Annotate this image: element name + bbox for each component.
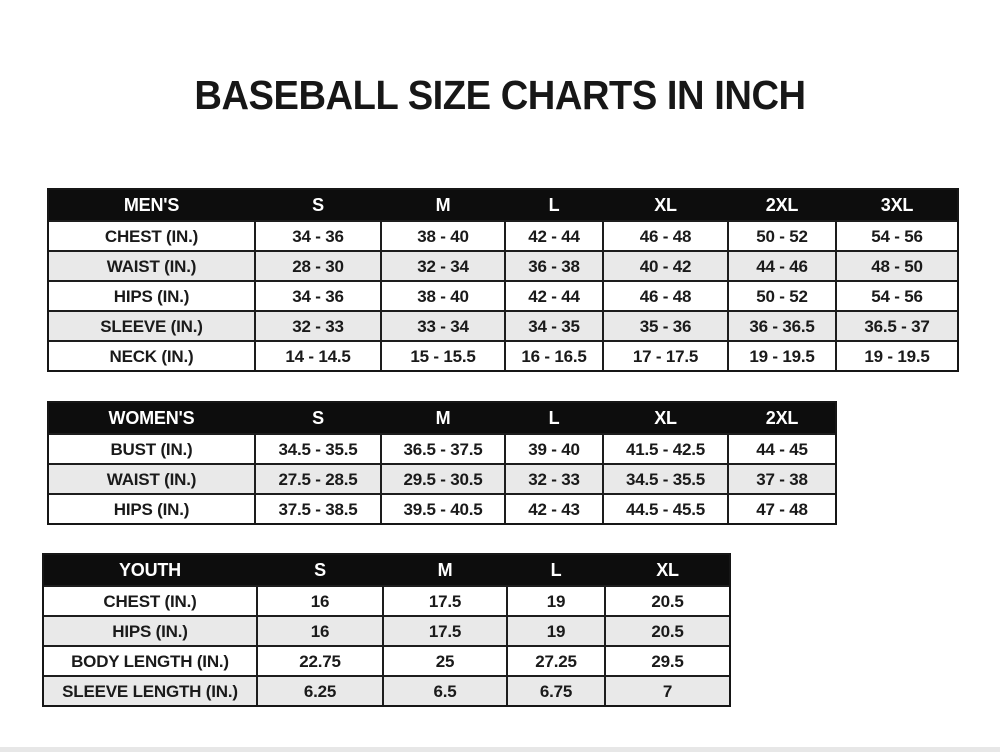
- womens-value-cell: 27.5 - 28.5: [254, 463, 380, 493]
- youth-value-cell: 29.5: [604, 645, 729, 675]
- mens-value-cell: 15 - 15.5: [380, 340, 504, 370]
- page-title: BASEBALL SIZE CHARTS IN INCH: [194, 72, 806, 118]
- mens-header-size-xl: XL: [602, 190, 727, 220]
- youth-value-cell: 17.5: [382, 615, 506, 645]
- mens-value-cell: 54 - 56: [835, 220, 957, 250]
- womens-value-cell: 39 - 40: [504, 433, 602, 463]
- mens-value-cell: 44 - 46: [727, 250, 835, 280]
- womens-header-group-label: WOMEN'S: [49, 403, 254, 433]
- womens-value-cell: 44 - 45: [727, 433, 835, 463]
- mens-value-cell: 36 - 38: [504, 250, 602, 280]
- womens-header-size-l: L: [504, 403, 602, 433]
- youth-header-size-l: L: [506, 555, 604, 585]
- mens-value-cell: 16 - 16.5: [504, 340, 602, 370]
- womens-value-cell: 36.5 - 37.5: [380, 433, 504, 463]
- womens-header-size-s: S: [254, 403, 380, 433]
- womens-value-cell: 29.5 - 30.5: [380, 463, 504, 493]
- youth-header-size-xl: XL: [604, 555, 729, 585]
- womens-value-cell: 34.5 - 35.5: [254, 433, 380, 463]
- womens-value-cell: 34.5 - 35.5: [602, 463, 727, 493]
- mens-row-label: NECK (IN.): [49, 340, 254, 370]
- scan-bottom-edge: [0, 747, 1000, 752]
- womens-header-size-2xl: 2XL: [727, 403, 835, 433]
- mens-value-cell: 38 - 40: [380, 280, 504, 310]
- youth-value-cell: 19: [506, 585, 604, 615]
- mens-header-group-label: MEN'S: [49, 190, 254, 220]
- womens-value-cell: 47 - 48: [727, 493, 835, 523]
- mens-value-cell: 42 - 44: [504, 280, 602, 310]
- youth-row-label: SLEEVE LENGTH (IN.): [44, 675, 256, 705]
- mens-header-size-3xl: 3XL: [835, 190, 957, 220]
- mens-value-cell: 46 - 48: [602, 280, 727, 310]
- youth-value-cell: 6.25: [256, 675, 382, 705]
- mens-row-label: SLEEVE (IN.): [49, 310, 254, 340]
- mens-value-cell: 33 - 34: [380, 310, 504, 340]
- womens-value-cell: 32 - 33: [504, 463, 602, 493]
- youth-value-cell: 6.5: [382, 675, 506, 705]
- youth-row-label: CHEST (IN.): [44, 585, 256, 615]
- womens-header-size-xl: XL: [602, 403, 727, 433]
- womens-row-label: WAIST (IN.): [49, 463, 254, 493]
- youth-value-cell: 20.5: [604, 585, 729, 615]
- mens-value-cell: 46 - 48: [602, 220, 727, 250]
- mens-value-cell: 34 - 36: [254, 280, 380, 310]
- youth-value-cell: 20.5: [604, 615, 729, 645]
- mens-value-cell: 48 - 50: [835, 250, 957, 280]
- mens-value-cell: 34 - 35: [504, 310, 602, 340]
- youth-value-cell: 27.25: [506, 645, 604, 675]
- youth-row-label: BODY LENGTH (IN.): [44, 645, 256, 675]
- mens-value-cell: 19 - 19.5: [727, 340, 835, 370]
- womens-size-table: [47, 401, 837, 525]
- mens-value-cell: 35 - 36: [602, 310, 727, 340]
- mens-value-cell: 14 - 14.5: [254, 340, 380, 370]
- mens-value-cell: 50 - 52: [727, 220, 835, 250]
- womens-value-cell: 37.5 - 38.5: [254, 493, 380, 523]
- youth-value-cell: 16: [256, 615, 382, 645]
- youth-header-group-label: YOUTH: [44, 555, 256, 585]
- youth-value-cell: 7: [604, 675, 729, 705]
- mens-header-size-m: M: [380, 190, 504, 220]
- mens-value-cell: 28 - 30: [254, 250, 380, 280]
- mens-value-cell: 19 - 19.5: [835, 340, 957, 370]
- youth-value-cell: 17.5: [382, 585, 506, 615]
- mens-value-cell: 38 - 40: [380, 220, 504, 250]
- youth-header-size-s: S: [256, 555, 382, 585]
- mens-value-cell: 34 - 36: [254, 220, 380, 250]
- mens-header-size-2xl: 2XL: [727, 190, 835, 220]
- mens-header-size-l: L: [504, 190, 602, 220]
- mens-row-label: CHEST (IN.): [49, 220, 254, 250]
- womens-value-cell: 39.5 - 40.5: [380, 493, 504, 523]
- mens-value-cell: 17 - 17.5: [602, 340, 727, 370]
- mens-value-cell: 50 - 52: [727, 280, 835, 310]
- youth-header-size-m: M: [382, 555, 506, 585]
- mens-value-cell: 32 - 33: [254, 310, 380, 340]
- youth-value-cell: 22.75: [256, 645, 382, 675]
- youth-value-cell: 25: [382, 645, 506, 675]
- womens-row-label: HIPS (IN.): [49, 493, 254, 523]
- youth-row-label: HIPS (IN.): [44, 615, 256, 645]
- mens-value-cell: 36.5 - 37: [835, 310, 957, 340]
- womens-value-cell: 44.5 - 45.5: [602, 493, 727, 523]
- mens-size-table: [47, 188, 959, 372]
- youth-value-cell: 19: [506, 615, 604, 645]
- womens-value-cell: 37 - 38: [727, 463, 835, 493]
- mens-value-cell: 40 - 42: [602, 250, 727, 280]
- womens-value-cell: 42 - 43: [504, 493, 602, 523]
- youth-value-cell: 16: [256, 585, 382, 615]
- mens-row-label: HIPS (IN.): [49, 280, 254, 310]
- mens-value-cell: 36 - 36.5: [727, 310, 835, 340]
- womens-value-cell: 41.5 - 42.5: [602, 433, 727, 463]
- mens-value-cell: 54 - 56: [835, 280, 957, 310]
- womens-row-label: BUST (IN.): [49, 433, 254, 463]
- mens-value-cell: 42 - 44: [504, 220, 602, 250]
- womens-header-size-m: M: [380, 403, 504, 433]
- mens-header-size-s: S: [254, 190, 380, 220]
- youth-size-table: [42, 553, 731, 707]
- mens-value-cell: 32 - 34: [380, 250, 504, 280]
- youth-value-cell: 6.75: [506, 675, 604, 705]
- mens-row-label: WAIST (IN.): [49, 250, 254, 280]
